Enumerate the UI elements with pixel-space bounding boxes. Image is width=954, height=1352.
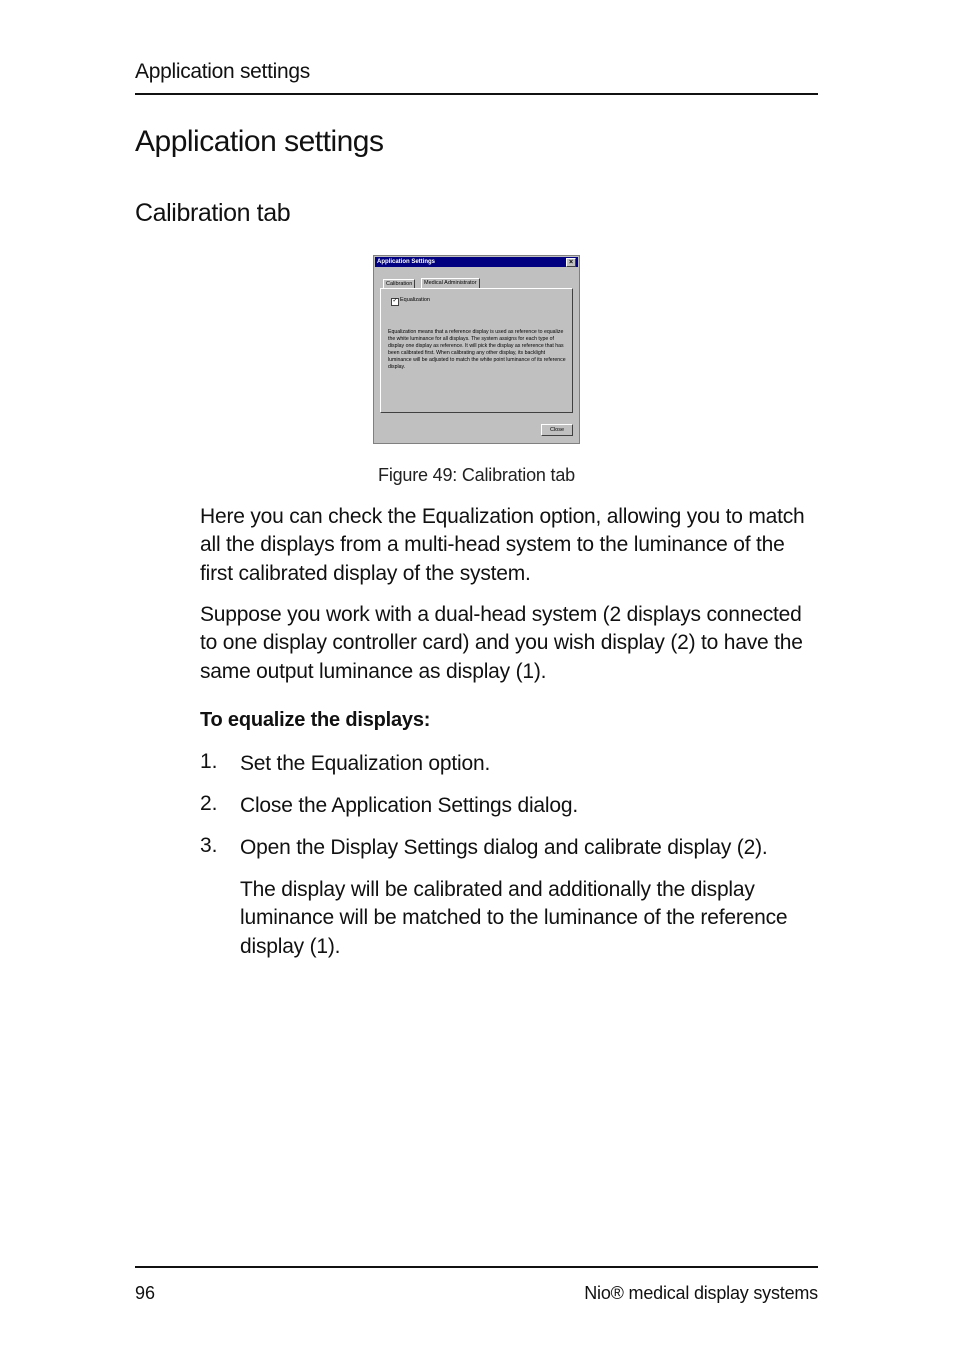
page-title: Application settings [135,125,384,158]
dialog-title: Application Settings [377,259,436,265]
step-text: Close the Application Settings dialog. [240,794,578,817]
header-rule [135,93,818,95]
tab-panel [380,288,573,413]
figure-caption: Figure 49: Calibration tab [378,465,575,485]
close-icon: × [566,258,576,267]
paragraph-1: Here you can check the Equalization option, allowing you to match all the displays from a multi-head system to the luminance of the first calibrated display of the system. [200,505,805,585]
procedure-title: To equalize the displays: [200,709,431,731]
step-number: 3. [200,834,218,857]
equalization-checkbox: ✓ [392,298,398,304]
running-header: Application settings [135,60,310,83]
step-number: 2. [200,792,218,815]
footer-rule [135,1266,818,1268]
step-number: 1. [200,750,218,773]
tab-calibration: Calibration [383,279,415,288]
equalization-label: Equalization [400,297,430,303]
equalization-description: Equalization means that a reference display is used as reference to equalize the white luminance for all displays. The system assigns for each type of display one display as reference. It will pick the display as reference that has been calibrated first. When calibrating any other display, its backlight luminance will be adjusted to match the white point luminance of its reference display. [388,329,566,370]
dialog-close-button: Close [541,424,573,436]
paragraph-2: Suppose you work with a dual-head system (2 displays connected to one display controller card) and you wish display (2) to have the same output luminance as display (1). [200,603,803,683]
step-text: Open the Display Settings dialog and calibrate display (2). [240,836,768,859]
step-note: The display will be calibrated and additionally the display luminance will be matched to the luminance of the reference display (1). [240,878,788,958]
dialog-title-bar [375,257,578,267]
page-number: 96 [135,1283,156,1303]
application-settings-dialog-figure [373,255,580,444]
section-title: Calibration tab [135,199,291,227]
tab-medical-administrator: Medical Administrator [421,278,480,288]
footer-product: Nio® medical display systems [584,1283,818,1303]
step-text: Set the Equalization option. [240,752,491,775]
